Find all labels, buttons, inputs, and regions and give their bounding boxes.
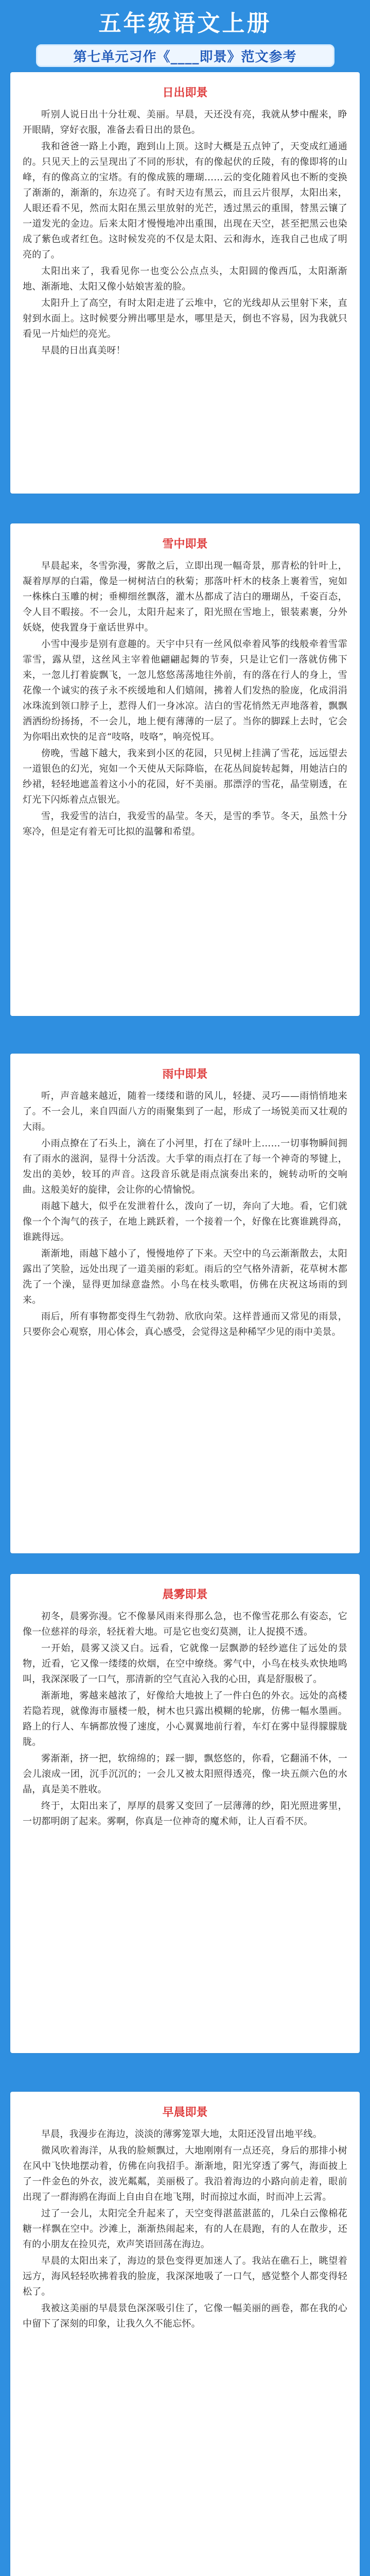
essay-paragraph: 雪，我爱雪的洁白，我爱雪的晶莹。冬天，是雪的季节。冬天，虽然十分寒冷，但是定有着无可比拟的温馨和希望。 [23,811,347,837]
essay-title: 晨雾即景 [162,1588,208,1601]
essay-paragraph: 雨越下越大，似乎在发泄着什么，泼向了一切，奔向了大地。看，它们就像一个个淘气的孩子，在地上跳跃着，一个接着一个，好像在比赛谁跳得高，谁跳得远。 [23,1201,347,1243]
subtitle-banner: 第七单元习作《____即景》范文参考 [36,44,334,67]
essay-paragraph: 听，声音越来越近，随着一缕缕和谐的风儿，轻捷、灵巧——雨悄悄地来了。不一会儿，来自四面八方的雨聚集到了一起，形成了一场锐美而又壮观的大雨。 [23,1091,347,1132]
essay-paragraph: 小雨点撩在了石头上，滴在了小河里，打在了绿叶上……一切事物瞬间拥有了雨水的滋润，显得十分活泼。大手掌的雨点打在了每一个神奇的琴键上，发出的美妙，较耳的声音。这段音乐就是雨点演奏出来的，婉转动听的交响曲。这般美好的旋律，会让你的心情愉悦。 [23,1138,347,1195]
essay-paragraph: 终于，太阳出来了，厚厚的晨雾又变回了一层薄薄的纱，阳光照进雾里，一切都明朗了起来。雾啊，你真是一位神奇的魔术师，让人百看不厌。 [23,1801,347,1827]
essay-title: 雨中即景 [162,1067,208,1081]
essay-card-sunrise [10,72,360,494]
essay-card-fog [10,1574,360,2053]
essay-title: 雪中即景 [162,537,208,551]
page-header [0,0,370,72]
essay-card-snow [10,523,360,1016]
essay-paragraph: 小雪中漫步是别有意趣的。天宇中只有一丝风似牵着风筝的线般牵着雪霏霏雪，露从望，这丝风主宰着他翩翩起舞的节奏，只是让它们一落就仿佛下来，一忽儿打着旋飘飞，一忽儿悠悠荡荡地往外前，有的落在行人的身上，雪花像一个诚实的孩子永不疾缓地和人们嬉闹，拂着人们发热的脸庞，化成涓涓冰珠流到领口脖子上，惹得人们一身冰凉。洁白的雪花悄然无声地落着，飘飘洒洒纷纷扬扬，不一会儿，地上便有薄薄的一层了。当你的脚踩上去时，它会为你唱出欢快的足音“吱咯，吱咯”，响亮悦耳。 [23,639,347,742]
essay-paragraph: 早晨的日出真美呀！ [41,345,126,356]
essay-paragraph: 早晨的太阳出来了，海边的景色变得更加迷人了。我站在礁石上，眺望着远方，海风轻轻吹拂着我的脸庞，我深深地吸了一口气，感觉整个人都变得轻松了。 [23,2256,347,2297]
essay-paragraph: 初冬，晨雾弥漫。它不像暴风雨来得那么急，也不像雪花那么有姿态，它像一位慈祥的母亲，轻抚着大地。可是它也变幻莫测，让人捉摸不透。 [23,1611,347,1637]
essay-paragraph: 太阳出来了，我看见你一也变公公点点头，太阳圆的像西瓜，太阳渐渐地、渐渐地、太阳又像小姑娘害羞的脸。 [23,266,347,292]
essay-paragraph: 雾渐渐，挤一把，软绵绵的；踩一脚，飘悠悠的，你看，它翻涌不休，一会儿滚成一团，沉手沉沉的；一会儿又被太阳照得透亮，像一块五颜六色的水晶，真是美不胜收。 [23,1753,347,1795]
essay-card-morning [10,2092,360,2576]
page-title: 五年级语文上册 [98,10,272,37]
essay-paragraph: 早晨，我漫步在海边，淡淡的薄雾笼罩大地，太阳还没冒出地平线。 [41,2129,322,2140]
essay-paragraph: 雨后，所有事物都变得生气勃勃、欣欣向荣。这样普通而又常见的雨景，只要你会心观察，用心体会，真心感受，会觉得这是种稀罕少见的雨中美景。 [23,1311,347,1337]
essay-title: 日出即景 [162,86,208,99]
essay-paragraph: 渐渐地，雾越来越浓了，好像给大地披上了一件白色的外衣。远处的高楼若隐若现，就像海市蜃楼一般，树木也只露出模糊的轮廓，仿佛一幅水墨画。路上的行人、车辆都放慢了速度，小心翼翼地前行着，车灯在雾中显得朦朦胧胧。 [23,1690,347,1748]
essay-paragraph: 傍晚，雪越下越大，我来到小区的花园，只见树上挂满了雪花，远远望去一道银色的幻光，宛如一个天使从天际降临，在花丛间旋转起舞，用她洁白的纱裙，轻轻地遮盖着这小小的花园，好不美丽。那漂浮的雪花，晶莹剔透，在灯光下闪烁着点点银光。 [23,748,347,805]
essay-card-rain [10,1054,360,1553]
essay-paragraph: 我被这美丽的早晨景色深深吸引住了，它像一幅美丽的画卷，都在我的心中留下了深刻的印象，让我久久不能忘怀。 [23,2303,347,2329]
essay-paragraph: 过了一会儿，太阳完全升起来了，天空变得湛蓝湛蓝的，几朵白云像棉花糖一样飘在空中。沙滩上，渐渐热闹起来，有的人在晨跑，有的人在散步，还有的小朋友在捡贝壳，欢声笑语回荡在海边。 [23,2208,347,2250]
essay-paragraph: 一开始，晨雾又淡又白。远看，它就像一层飘渺的轻纱遮住了远处的景物，近看，它又像一缕缕的炊烟，在空中缭绕。雾气中，小鸟在枝头欢快地鸣叫，我深深吸了一口气，那清新的空气直沁入我的心田，真是舒服极了。 [23,1643,347,1685]
essay-paragraph: 我和爸爸一路上小跑，跑到山上顶。这时大概是五点钟了，天变成红通通的。只见天上的云呈现出了不同的形状，有的像起伏的丘陵，有的像即将的山峰，有的像高立的宝塔。有的像成簇的珊瑚……云的变化随着风也不断的变换了渐渐的，渐渐的，东边亮了。有时天边有黑云，而且云片很厚，太阳出来，人眼还看不见，然而太阳在黑云里放射的光芒，透过黑云的重围，替黑云镶了一道发光的金边。后来太阳才慢慢地冲出重围，出现在天空，甚至把黑云也染成了紫色或者红色。这时候发亮的不仅是太阳、云和海水，连我自己也成了明亮的了。 [23,141,347,260]
essay-paragraph: 太阳升上了高空，有时太阳走进了云堆中，它的光线却从云里射下来，直射到水面上。这时候要分辨出哪里是水，哪里是天，倒也不容易，因为我就只看见一片灿烂的亮光。 [23,298,347,340]
essay-paragraph: 渐渐地，雨越下越小了，慢慢地停了下来。天空中的乌云渐渐散去，太阳露出了笑脸，远处出现了一道美丽的彩虹。雨后的空气格外清新，花草树木都洗了一个澡，显得更加绿意盎然。小鸟在枝头歌唱，仿佛在庆祝这场雨的到来。 [23,1248,347,1306]
essay-paragraph: 早晨起来，冬雪弥漫，雾散之后，立即出现一幅奇景，那青松的针叶上，凝着厚厚的白霜，像是一树树洁白的秋菊；那落叶杆木的枝条上裹着雪，宛如一株株白玉雕的树；垂柳细丝飘落，灌木丛都成了洁白的珊瑚丛，千姿百态，令人目不暇接。不一会儿，太阳升起来了，阳光照在雪地上，银装素裹，分外妖娆，使我置身于童话世界中。 [23,561,347,633]
essay-paragraph: 微风吹着海洋，从我的脸颊飘过，大地刚刚有一点还亮，身后的那排小树在风中飞快地摆动着，仿佛在向我招手。渐渐地，阳光穿透了雾气，海面披上了一件金色的外衣，波光粼粼，美丽极了。我沿着海边的小路向前走着，眼前出现了一群海鸥在海面上自由自在地飞翔，时而掠过水面，时而冲上云霄。 [23,2145,347,2202]
essay-title: 早晨即景 [162,2106,208,2119]
essay-paragraph: 听别人说日出十分壮观、美丽。早晨，天还没有亮，我就从梦中醒来，睁开眼睛，穿好衣服，准备去看日出的景色。 [23,109,347,135]
